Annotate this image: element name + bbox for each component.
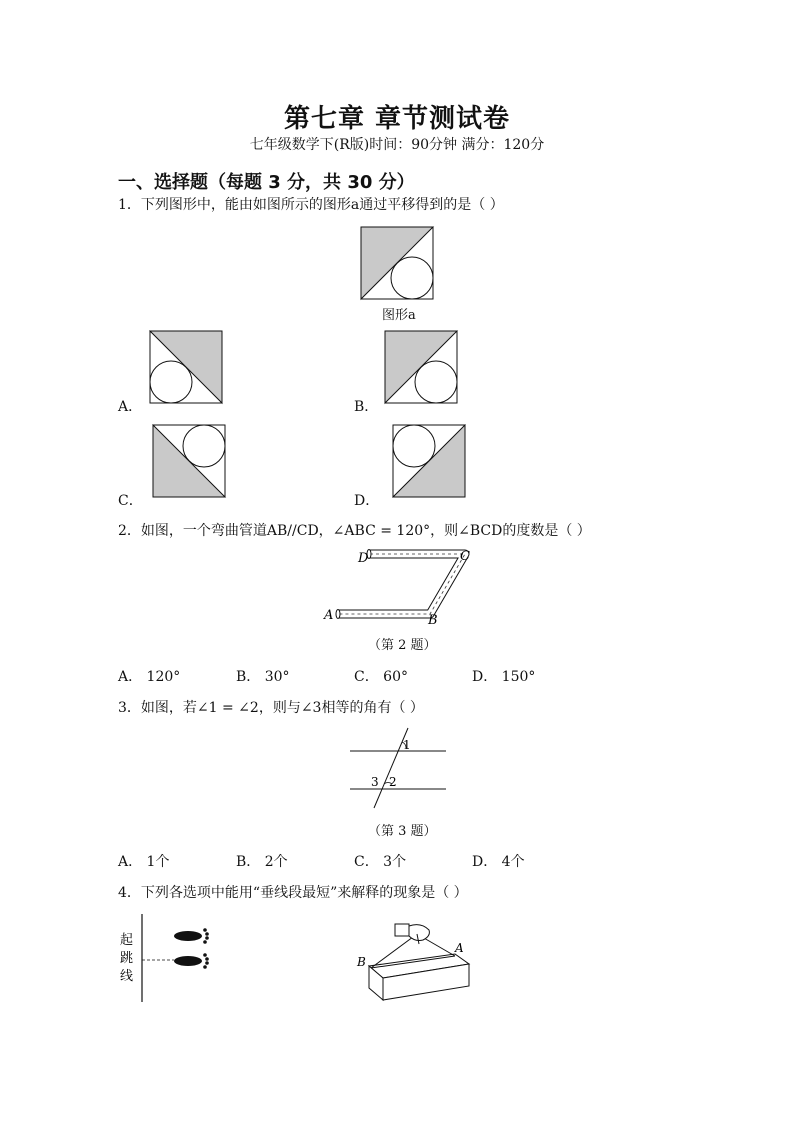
question-1-stem: 1．下列图形中，能由如图所示的图形a通过平移得到的是（ ） (118, 197, 504, 213)
figure-a (360, 226, 435, 301)
q2-option-c[interactable]: C． 60° (354, 669, 408, 685)
q3-option-d[interactable]: D． 4个 (472, 854, 525, 870)
page-title: 第七章 章节测试卷 (283, 104, 511, 134)
q3-option-c[interactable]: C． 3个 (354, 854, 407, 870)
q3-option-a[interactable]: A． 1个 (118, 854, 170, 870)
q1-option-d-figure[interactable] (392, 424, 467, 499)
question-2-caption: （第 2 题） (368, 638, 437, 653)
section-heading: 一、选择题（每题 3 分，共 30 分） (118, 172, 415, 193)
hand-icon (395, 924, 429, 944)
q1-option-c-label[interactable]: C． (118, 493, 143, 509)
angle-3-label: 3 (371, 775, 379, 789)
q1-option-a-label[interactable]: A． (118, 399, 143, 415)
long-jump-figure (116, 912, 216, 1004)
footprint-icon (174, 928, 209, 969)
box-figure (355, 920, 475, 1002)
question-2-stem: 2．如图，一个弯曲管道AB//CD，∠ABC = 120°，则∠BCD的度数是（ ） (118, 523, 591, 539)
page-subtitle: 七年级数学下(R版)时间：90分钟 满分：120分 (249, 137, 545, 153)
q3-option-b[interactable]: B． 2个 (236, 854, 288, 870)
label-d: D (358, 551, 369, 566)
angle-2-label: 2 (389, 775, 397, 789)
q1-option-d-label[interactable]: D． (354, 493, 380, 509)
angle-1-label: 1 (403, 738, 411, 752)
angles-figure (348, 726, 448, 812)
jump-label-2: 跳 (120, 951, 134, 966)
figure-a-caption: 图形a (382, 308, 416, 323)
label-a: A (324, 608, 334, 623)
q1-option-c-figure[interactable] (152, 424, 227, 499)
q2-option-d[interactable]: D． 150° (472, 669, 536, 685)
question-4-stem: 4．下列各选项中能用“垂线段最短”来解释的现象是（ ） (118, 885, 468, 901)
jump-label-3: 线 (120, 969, 134, 984)
q1-option-a-figure[interactable] (149, 330, 224, 405)
q2-option-a[interactable]: A． 120° (118, 669, 181, 685)
q1-option-b-figure[interactable] (384, 330, 459, 405)
box-label-b: B (357, 955, 366, 969)
box-label-a: A (455, 941, 464, 955)
question-3-caption: （第 3 题） (368, 824, 437, 839)
q1-option-b-label[interactable]: B． (354, 399, 379, 415)
q2-option-b[interactable]: B． 30° (236, 669, 290, 685)
jump-label-1: 起 (120, 933, 134, 948)
label-b: B (428, 613, 438, 626)
question-3-stem: 3．如图，若∠1 = ∠2，则与∠3相等的角有（ ） (118, 700, 424, 716)
pipe-figure (320, 546, 480, 626)
label-c: C (460, 549, 470, 564)
